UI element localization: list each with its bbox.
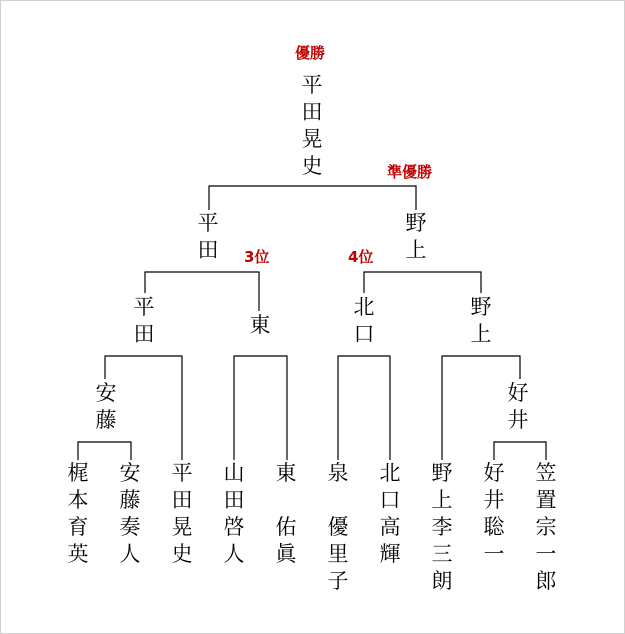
round2-winner-hirata: 平 田	[133, 295, 155, 346]
player-higashi-yushin: 東 佑 眞	[275, 461, 297, 566]
semifinal-winner-nogami: 野 上	[405, 211, 427, 262]
player-izumi: 泉 優 里 子	[327, 461, 349, 593]
final-bracket	[209, 186, 416, 210]
player-kasaoki: 笠 置 宗 一 郎	[535, 461, 557, 593]
round2-winner-higashi: 東	[249, 313, 271, 337]
champion-name: 平 田 晃 史	[301, 73, 323, 178]
semifinal-winner-hirata: 平 田	[197, 211, 219, 262]
player-nogami-risamu: 野 上 李 三 朗	[431, 461, 453, 593]
round1-winner-yoshii: 好 井	[507, 381, 529, 432]
semifinal-left-bracket	[145, 272, 259, 311]
round2-winner-kitaguchi: 北 口	[353, 295, 375, 346]
r2-kitaguchi-bracket	[338, 356, 390, 460]
round1-winner-ando: 安 藤	[95, 381, 117, 432]
player-kajimoto: 梶 本 育 英	[67, 461, 89, 566]
champion-label: 優勝	[295, 44, 326, 62]
player-kitaguchi-koki: 北 口 高 輝	[379, 461, 401, 566]
round2-winner-nogami: 野 上	[470, 295, 492, 346]
player-ando-kanato: 安 藤 奏 人	[119, 461, 141, 566]
player-yoshii-soichi: 好 井 聡 一	[483, 461, 505, 566]
third-place-label: 3位	[244, 248, 270, 266]
runner-up-label: 準優勝	[387, 163, 433, 181]
r1-ando-bracket	[78, 442, 131, 460]
player-hirata-koshi: 平 田 晃 史	[171, 461, 193, 566]
r2-higashi-bracket	[234, 356, 287, 460]
player-yamada: 山 田 啓 人	[223, 461, 245, 566]
fourth-place-label: 4位	[348, 248, 374, 266]
semifinal-right-bracket	[364, 272, 481, 293]
r1-yoshii-bracket	[494, 442, 546, 460]
